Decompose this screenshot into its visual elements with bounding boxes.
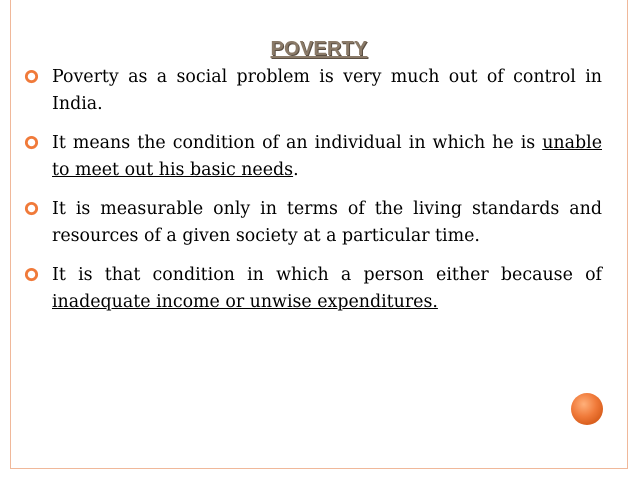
bullet-list bbox=[22, 64, 602, 328]
bullet-item bbox=[22, 196, 602, 250]
ring-bullet-icon bbox=[24, 69, 39, 84]
bullet-underlined-text: unable to meet out his basic needs bbox=[52, 133, 602, 180]
bullet-underlined-text: inadequate income or unwise expenditures. bbox=[52, 292, 438, 312]
bullet-item bbox=[22, 130, 602, 184]
bullet-text: It means the condition of an individual in which he is bbox=[52, 133, 543, 153]
bullet-text: It is measurable only in terms of the living standards and resources of a given society at a particular time. bbox=[52, 199, 602, 246]
bullet-item bbox=[22, 262, 602, 316]
bullet-item bbox=[22, 64, 602, 118]
ring-bullet-icon bbox=[24, 201, 39, 216]
bullet-text: It is that condition in which a person either because of bbox=[52, 265, 602, 285]
bullet-text-end: . bbox=[293, 160, 299, 180]
slide-title: POVERTY bbox=[270, 38, 368, 60]
ring-bullet-icon bbox=[24, 267, 39, 282]
bullet-text: Poverty as a social problem is very much out of control in India. bbox=[52, 67, 602, 114]
ring-bullet-icon bbox=[24, 135, 39, 150]
orange-circle-icon bbox=[570, 392, 604, 426]
